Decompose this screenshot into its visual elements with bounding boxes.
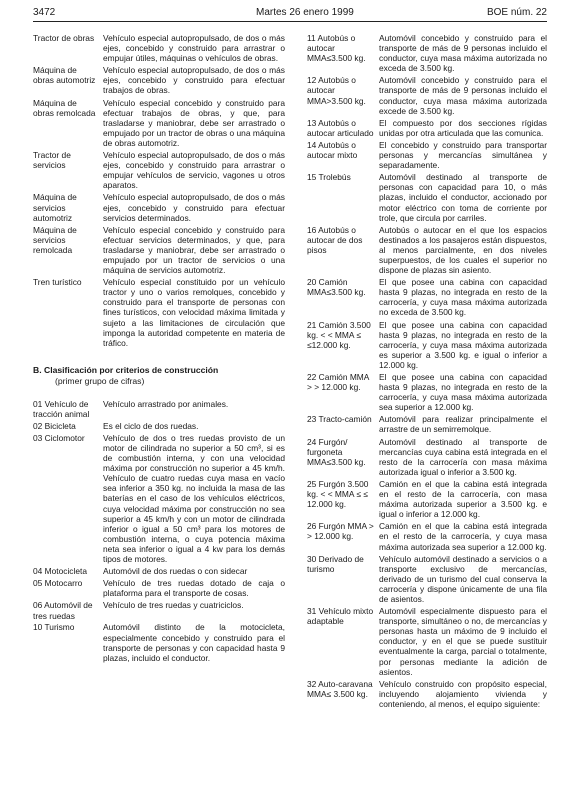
entry-definition: Vehículo especial autopropulsado, de dos o más ejes, concebido y construido para efectuar servicios determinados. [103,192,285,223]
definition-entry [307,679,547,709]
definition-entry [307,320,547,370]
entry-term: 24 Furgón/ furgoneta MMA≤3.500 kg. [307,436,366,467]
entry-term: Tractor de servicios [33,150,71,171]
definition-entry [307,521,547,551]
definition-entry [307,140,547,170]
entry-term: 05 Motocarro [33,578,83,589]
entry-term: 15 Trolebús [307,172,351,183]
page-number: 3472 [33,7,56,18]
definition-entry [33,433,285,564]
definition-entry [307,554,547,604]
definition-entry [33,421,285,431]
entry-definition: Vehículo construido con propósito especial, incluyendo alojamiento vivienda y conteniendo, al menos, el equipo siguiente: [379,678,547,709]
entry-definition: El que posee una cabina con capacidad hasta 9 plazas, no integrada en resto de la carrocería, y cuya masa máxima autorizada es superior a 3.500 kg. e igual o inferior a 12.000 kg. [379,319,547,370]
entry-definition: Vehículo especial constituido por un vehículo tractor y uno o varios remolques, concebido y construido para el transporte de personas con fines turísticos, con velocidad máxima limitada y sujeto a las limitaciones de circulación que imponga la autoridad competente en materia de tráfico. [103,277,285,348]
definition-entry [33,622,285,662]
definition-entry [307,606,547,677]
entries-group-a [33,33,285,348]
definition-entry [33,578,285,598]
header-rule [33,21,547,22]
definition-entry [307,372,547,412]
entry-term: 06 Automóvil de tres ruedas [33,600,93,621]
definition-entry [307,414,547,434]
entry-term: 11 Autobús o autocar MMA≤3.500 kg. [307,33,366,64]
entry-term: 16 Autobús o autocar de dos pisos [307,224,363,255]
entry-definition: Vehículo especial concebido y construido para efectuar servicios determinados, y que, para trasladarse y maniobrar, debe ser arrastrado o empujado por un tractor de servicios o una máquina de servicios automotriz. [103,224,285,276]
entry-term: 02 Bicicleta [33,420,76,431]
entry-term: Máquina de obras remolcada [33,97,96,118]
left-column [33,33,285,665]
definition-entry [33,277,285,348]
entry-definition: Vehículo especial autopropulsado, de dos o más ejes, concebido y construido para arrastrar o empujar útiles, máquinas o vehículos de obras. [103,33,285,64]
section-subtitle: (primer grupo de cifras) [55,375,145,386]
entry-term: Tractor de obras [33,33,95,43]
entry-definition: Vehículo arrastrado por animales. [103,398,229,409]
entry-definition: Vehículo especial autopropulsado, de dos o más ejes, concebido y construido para efectuar trabajos de obras. [103,65,285,96]
entry-definition: Camión en el que la cabina está integrada en el resto de la carrocería, y cuya masa máxima autorizada sea superior a 12.000 kg. [379,521,547,552]
right-column [307,33,547,711]
definition-entry [307,225,547,275]
entry-term: Máquina de servicios automotriz [33,192,77,223]
entry-term: Tren turístico [33,277,82,288]
entry-definition: Automóvil destinado al transporte de personas con capacidad para 10, o más plazas, incluido el conductor, accionado por motor eléctrico con toma de corriente por trole, que circula por carriles. [379,172,547,223]
entry-definition: Vehículo especial autopropulsado, de dos o más ejes, concebido y construido para arrastrar o empujar vehículos de servicio, vagones u otros aparatos. [103,150,285,191]
entry-definition: Vehículo especial concebido y construido para efectuar trabajos de obras, y que, para trasladarse y maniobrar, debe ser arrastrado o empujado por un tractor de obras o una máquina de obras automotriz. [103,97,285,148]
definition-entry [307,33,547,73]
definition-entry [33,65,285,95]
definition-entry [33,566,285,576]
entry-definition: El que posee una cabina con capacidad hasta 9 plazas, no integrada en resto de la carrocería, y cuya masa máxima autorizada no exceda de 3.500 kg. [379,277,547,318]
entry-definition: El concebido y construido para transportar personas y mercancías simultánea y separadamente. [379,139,547,171]
entry-definition: El que posee una cabina con capacidad hasta 9 plazas, no integrada en resto de la carrocería, y cuya masa máxima autorizada sea superior a 12.000 kg. [379,372,547,413]
issue-date: Martes 26 enero 1999 [256,7,354,18]
definition-entry [33,192,285,222]
definition-entry [307,277,547,317]
entry-term: Máquina de servicios remolcada [33,224,77,255]
entry-definition: Vehículo automóvil destinado a servicios o a transporte exclusivo de mercancías, derivado de un turismo del cual conserva la carrocería y dispone únicamente de una fila de asientos. [379,553,547,604]
definition-entry [33,98,285,148]
definition-entry [33,150,285,190]
entry-term: 20 Camión MMA≤3.500 kg. [307,277,366,298]
entry-term: 30 Derivado de turismo [307,553,364,574]
page-header [33,6,547,22]
definition-entry [307,172,547,222]
entry-term: 13 Autobús o autocar articulado [307,117,374,138]
definition-entry [307,437,547,477]
entry-term: Máquina de obras automotriz [33,65,96,86]
entry-term: 21 Camión 3.500 kg. < < MMA ≤ ≤12.000 kg. [307,319,371,350]
definition-entry [33,33,285,63]
entry-definition: Autobús o autocar en el que los espacios destinados a los pasajeros están dispuestos, al menos parcialmente, en dos niveles superpuestos, de los cuales el superior no dispone de plazas sin asiento. [379,224,547,276]
definition-entry [307,118,547,138]
entry-definition: Vehículo de dos o tres ruedas provisto de un motor de cilindrada no superior a 50 cm³, si es de combustión interna, y con una velocidad máxima por construcción no superior a 45 km/h. Vehículo de cuatro ruedas cuya masa en vacío sea inferior a 350 kg. no incluida la masa de las baterías en el caso de los vehículos eléctricos, cuya velocidad máxima por construcción no sea superior a 45 km/h y con un motor de cilindrada inferior o igual a 50 cm³ para los motores de combustión interna, o cuya potencia máxima neta sea inferior o igual a 4 kw para los demás tipos de motores. [103,432,285,565]
entry-definition: Vehículo de tres ruedas y cuatriciclos. [103,600,244,611]
entry-term: 03 Ciclomotor [33,432,85,443]
bulletin-number: BOE núm. 22 [486,7,547,18]
entry-definition: Es el ciclo de dos ruedas. [103,420,199,431]
entry-term: 23 Tracto-camión [307,414,372,425]
entry-term: 12 Autobús o autocar MMA>3.500 kg. [307,75,366,106]
entry-definition: Automóvil destinado al transporte de mercancías cuya cabina está integrada en el resto de la carrocería con masa máxima autorizada igual o inferior a 3.500 kg. [379,436,547,477]
entry-term: 31 Vehículo mixto adaptable [307,606,374,627]
entry-term: 26 Furgón MMA > > 12.000 kg. [307,521,374,542]
entry-definition: Automóvil especialmente dispuesto para el transporte, simultáneo o no, de mercancías y personas hasta un máximo de 9 incluido el conductor, y en el que se puede sustituir eventualmente la carga, parcial o totalmente, por personas mediante la adición de asientos. [379,606,547,677]
entry-term: 01 Vehículo de tracción animal [33,398,90,419]
entry-term: 25 Furgón 3.500 kg. < < MMA ≤ ≤ 12.000 kg. [307,478,369,510]
section-title: B. Clasificación por criterios de construcción [33,364,219,375]
entry-term: 22 Camión MMA > > 12.000 kg. [307,372,369,393]
section-heading [33,365,285,376]
entry-definition: Automóvil concebido y construido para el transporte de más de 9 personas incluido el conductor, cuya masa máxima autorizada no exceda de 3.500 kg. [379,33,547,74]
entry-definition: Automóvil para realizar principalmente el arrastre de un semirremolque. [379,414,547,435]
entry-definition: Automóvil de dos ruedas o con sidecar [103,566,248,577]
entry-definition: Automóvil distinto de la motocicleta, especialmente concebido y construido para el transporte de personas y con capacidad hasta 9 plazas, incluido el conductor. [103,622,285,663]
entry-term: 04 Motocicleta [33,566,87,577]
entry-definition: Camión en el que la cabina está integrada en el resto de la carrocería, con masa máxima autorizada superior a 3.500 kg. e igual o inferior a 12.000 kg. [379,478,547,520]
entries-group-b [33,399,285,663]
entry-term: 14 Autobús o autocar mixto [307,139,358,161]
entry-definition: Vehículo de tres ruedas dotado de caja o plataforma para el transporte de cosas. [103,578,285,599]
entry-definition: Automóvil concebido y construido para el transporte de más de 9 personas incluido el conductor, cuya masa máxima autorizada excede de 3.500 kg. [379,75,547,116]
definition-entry [307,75,547,115]
entry-term: 10 Turismo [33,622,75,633]
entry-term: 32 Auto-caravana MMA≤ 3.500 kg. [307,678,373,699]
definition-entry [33,399,285,419]
definition-entry [33,600,285,620]
definition-entry [307,479,547,519]
definition-entry [33,225,285,275]
entry-definition: El compuesto por dos secciones rígidas unidas por otra articulada que las comunica. [379,117,547,138]
